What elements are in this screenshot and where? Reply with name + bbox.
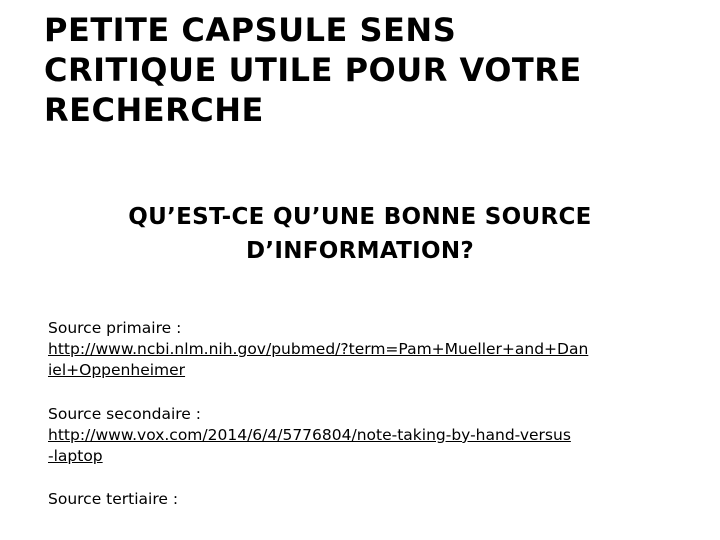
secondary-source-label: Source secondaire : [48, 405, 201, 423]
secondary-source-link-line-1: http://www.vox.com/2014/6/4/5776804/note-taking-by-hand-versus [48, 426, 571, 444]
tertiary-source-label: Source tertiaire : [48, 490, 179, 508]
tertiary-source [48, 489, 698, 510]
subtitle-line-1: QU’EST-CE QU’UNE BONNE SOURCE [128, 204, 592, 230]
secondary-source-link[interactable] [48, 425, 698, 467]
title-line-3: RECHERCHE [44, 91, 264, 129]
primary-source-label: Source primaire : [48, 319, 182, 337]
primary-source-link-line-1: http://www.ncbi.nlm.nih.gov/pubmed/?term=Pam+Mueller+and+Dan [48, 340, 589, 358]
slide-subtitle [40, 200, 680, 268]
primary-source-link[interactable] [48, 339, 698, 381]
title-line-1: PETITE CAPSULE SENS [44, 11, 457, 49]
primary-source [48, 318, 698, 381]
secondary-source-link-line-2: -laptop [48, 447, 103, 465]
secondary-source [48, 404, 698, 467]
title-line-2: CRITIQUE UTILE POUR VOTRE [44, 51, 582, 89]
primary-source-link-line-2: iel+Oppenheimer [48, 361, 186, 379]
slide-title [44, 10, 684, 130]
subtitle-line-2: D’INFORMATION? [245, 238, 475, 264]
